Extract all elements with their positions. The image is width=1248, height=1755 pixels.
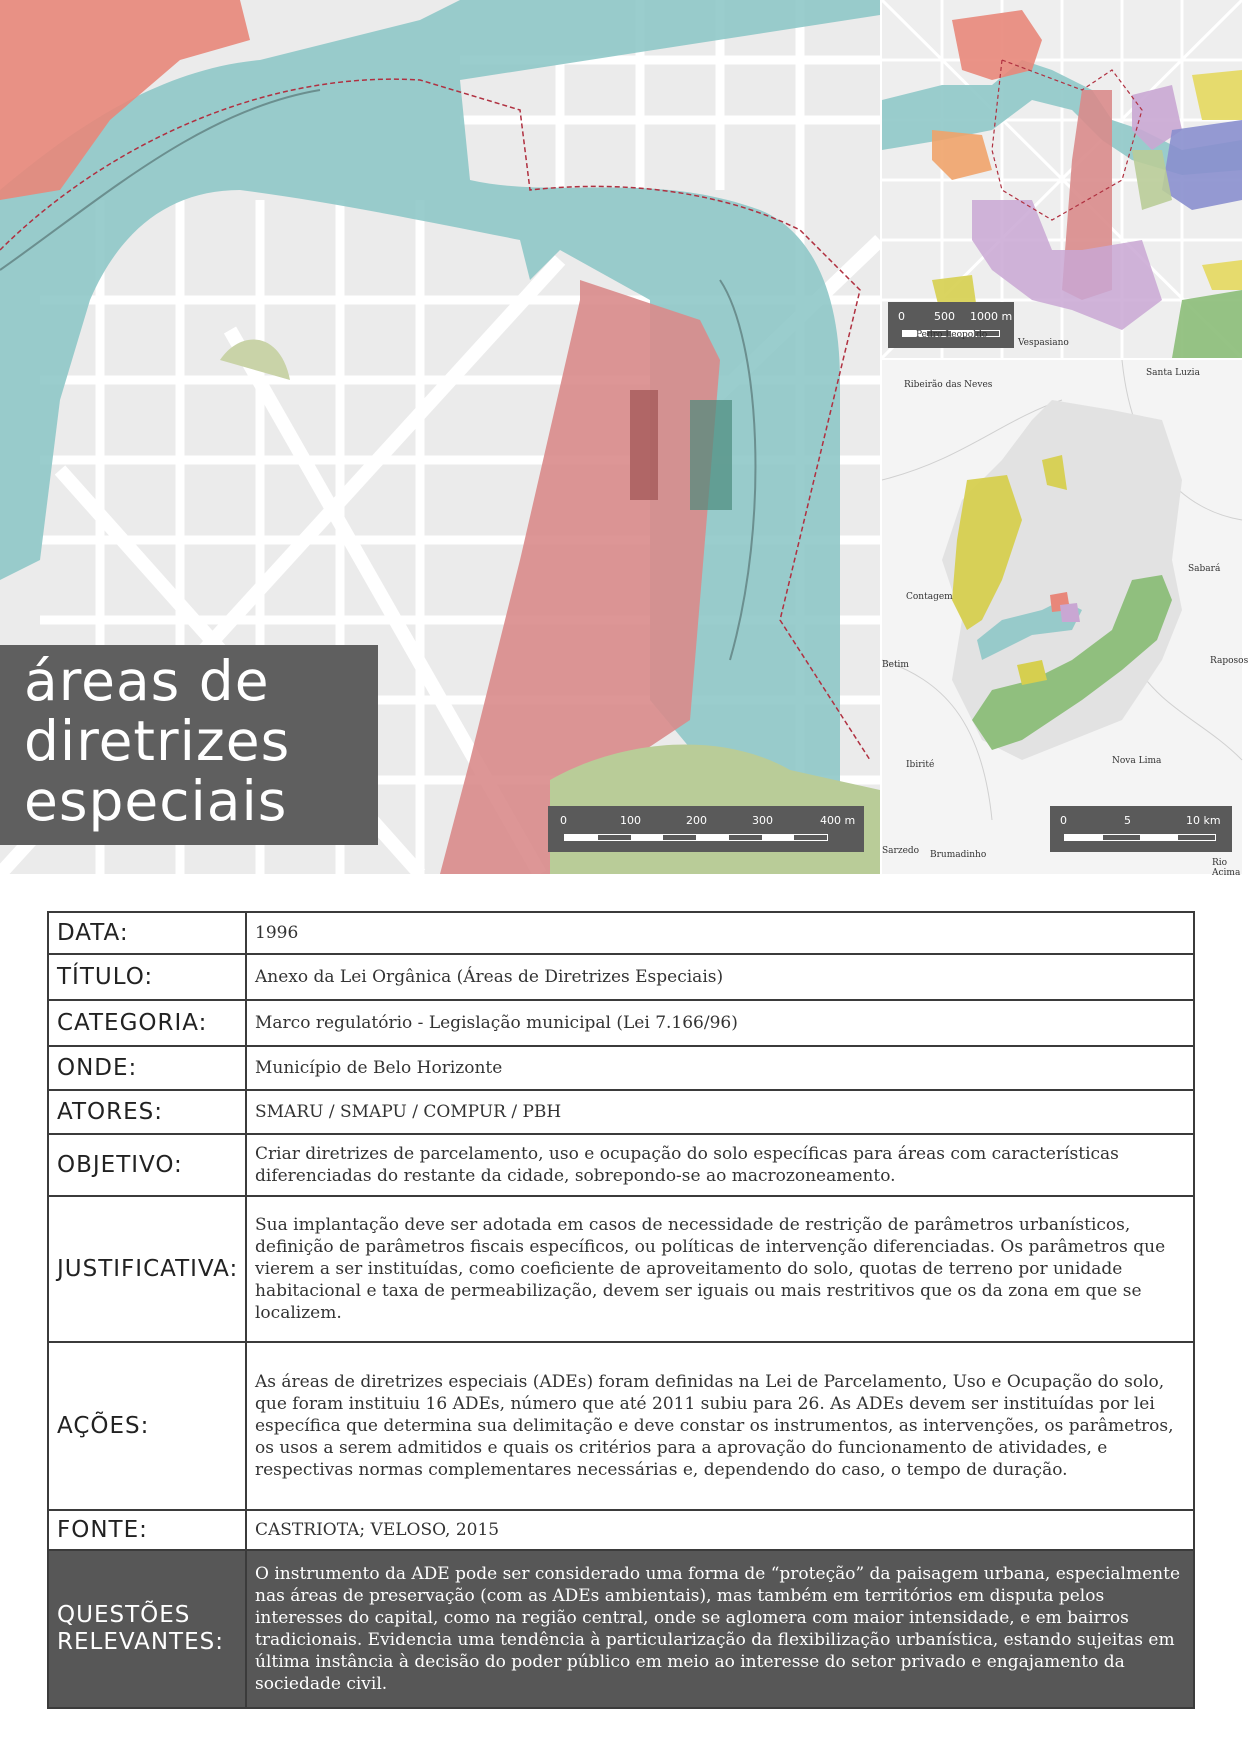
scale-label: 200	[686, 814, 707, 827]
row-acoes	[48, 1342, 1194, 1510]
title-line-3: especiais	[24, 769, 288, 833]
row-titulo	[48, 954, 1194, 1000]
scale-label: 500	[934, 310, 955, 323]
main-map[interactable]	[0, 0, 880, 874]
row-label: QUESTÕES RELEVANTES:	[48, 1550, 246, 1708]
row-label: TÍTULO:	[48, 954, 246, 1000]
scale-label: 10 km	[1186, 814, 1221, 827]
scale-label: 100	[620, 814, 641, 827]
row-justificativa	[48, 1196, 1194, 1342]
place-sabara: Sabará	[1188, 564, 1221, 574]
inset-bottom-scale-bar	[1050, 806, 1232, 852]
scale-label: 0	[898, 310, 905, 323]
place-ibirite: Ibirité	[906, 760, 935, 770]
scale-label: 5	[1124, 814, 1131, 827]
place-nova-lima: Nova Lima	[1112, 756, 1162, 766]
scale-label: 0	[1060, 814, 1067, 827]
inset-metro-drawing	[882, 360, 1242, 874]
scale-track	[1064, 834, 1216, 841]
row-value: Criar diretrizes de parcelamento, uso e ocupação do solo específicas para áreas com características diferenciadas do restante da cidade, sobrepondo-se ao macrozoneamento.	[246, 1134, 1194, 1196]
place-contagem: Contagem	[906, 592, 953, 602]
row-fonte	[48, 1510, 1194, 1550]
main-scale-bar	[548, 806, 864, 852]
row-questoes-relevantes	[48, 1550, 1194, 1708]
place-raposos: Raposos	[1210, 656, 1248, 666]
inset-top-scale-bar	[888, 302, 1014, 348]
scale-label: 0	[560, 814, 567, 827]
row-label: ONDE:	[48, 1046, 246, 1090]
row-label: CATEGORIA:	[48, 1000, 246, 1046]
row-data	[48, 912, 1194, 954]
scale-label: 300	[752, 814, 773, 827]
place-vespasiano: Vespasiano	[1018, 338, 1069, 348]
title-line-1: áreas de	[24, 649, 270, 713]
title-line-2: diretrizes	[24, 709, 291, 773]
place-pedro-leopoldo: Pedro Leopoldo	[916, 330, 988, 340]
row-objetivo	[48, 1134, 1194, 1196]
row-value: CASTRIOTA; VELOSO, 2015	[246, 1510, 1194, 1550]
row-label: ATORES:	[48, 1090, 246, 1134]
place-betim: Betim	[882, 660, 909, 670]
row-value: SMARU / SMAPU / COMPUR / PBH	[246, 1090, 1194, 1134]
row-value: 1996	[246, 912, 1194, 954]
scale-label: 400 m	[820, 814, 856, 827]
place-ribeirao-das-neves: Ribeirão das Neves	[904, 380, 993, 390]
row-categoria	[48, 1000, 1194, 1046]
row-label: DATA:	[48, 912, 246, 954]
page-title	[24, 651, 290, 831]
scale-label: 1000 m	[970, 310, 1013, 323]
title-box	[0, 645, 378, 845]
row-onde	[48, 1046, 1194, 1090]
row-value: Anexo da Lei Orgânica (Áreas de Diretrizes Especiais)	[246, 954, 1194, 1000]
place-sarzedo: Sarzedo	[882, 846, 920, 856]
row-value: Município de Belo Horizonte	[246, 1046, 1194, 1090]
inset-map-center[interactable]	[882, 0, 1242, 358]
row-value: O instrumento da ADE pode ser considerado uma forma de “proteção” da paisagem urbana, especialmente nas áreas de preservação (com as ADEs ambientais), mas também em territórios em disputa pelos interesses do capital, como na região central, onde se aglomera com maior intensidade, e em bairros tradicionais. Evidencia uma tendência à particularização da flexibilização urbanística, estando sujeitas em última instância à decisão do poder público em meio ao interesse do setor privado e engajamento da sociedade civil.	[246, 1550, 1194, 1708]
row-label: AÇÕES:	[48, 1342, 246, 1510]
row-label: OBJETIVO:	[48, 1134, 246, 1196]
inset-map-metro[interactable]	[882, 330, 1248, 878]
place-brumadinho: Brumadinho	[930, 850, 987, 860]
row-label: JUSTIFICATIVA:	[48, 1196, 246, 1342]
row-value: Marco regulatório - Legislação municipal (Lei 7.166/96)	[246, 1000, 1194, 1046]
info-table	[47, 911, 1195, 1709]
scale-track	[564, 834, 828, 841]
place-santa-luzia: Santa Luzia	[1146, 368, 1200, 378]
row-value: As áreas de diretrizes especiais (ADEs) foram definidas na Lei de Parcelamento, Uso e Ocupação do solo, que foram instituiu 16 ADEs, número que até 2011 subiu para 26. As ADEs devem ser instituídas por lei específica que determina sua delimitação e deve constar os instrumentos, as intervenções, os parâmetros, os usos a serem admitidos e quais os critérios para a aprovação do funcionamento de atividades, e respectivas normas complementares necessárias e, dependendo do caso, o tempo de duração.	[246, 1342, 1194, 1510]
row-label: FONTE:	[48, 1510, 246, 1550]
place-rio-acima: Rio Acima	[1212, 858, 1241, 878]
row-value: Sua implantação deve ser adotada em casos de necessidade de restrição de parâmetros urbanísticos, definição de parâmetros fiscais específicos, ou políticas de intervenção diferenciadas. Os parâmetros que vierem a ser instituídas, como coeficiente de aproveitamento do solo, quotas de terreno por unidade habitacional e taxa de permeabilização, devem ser iguais ou mais restritivos que os da zona em que se localizem.	[246, 1196, 1194, 1342]
row-atores	[48, 1090, 1194, 1134]
